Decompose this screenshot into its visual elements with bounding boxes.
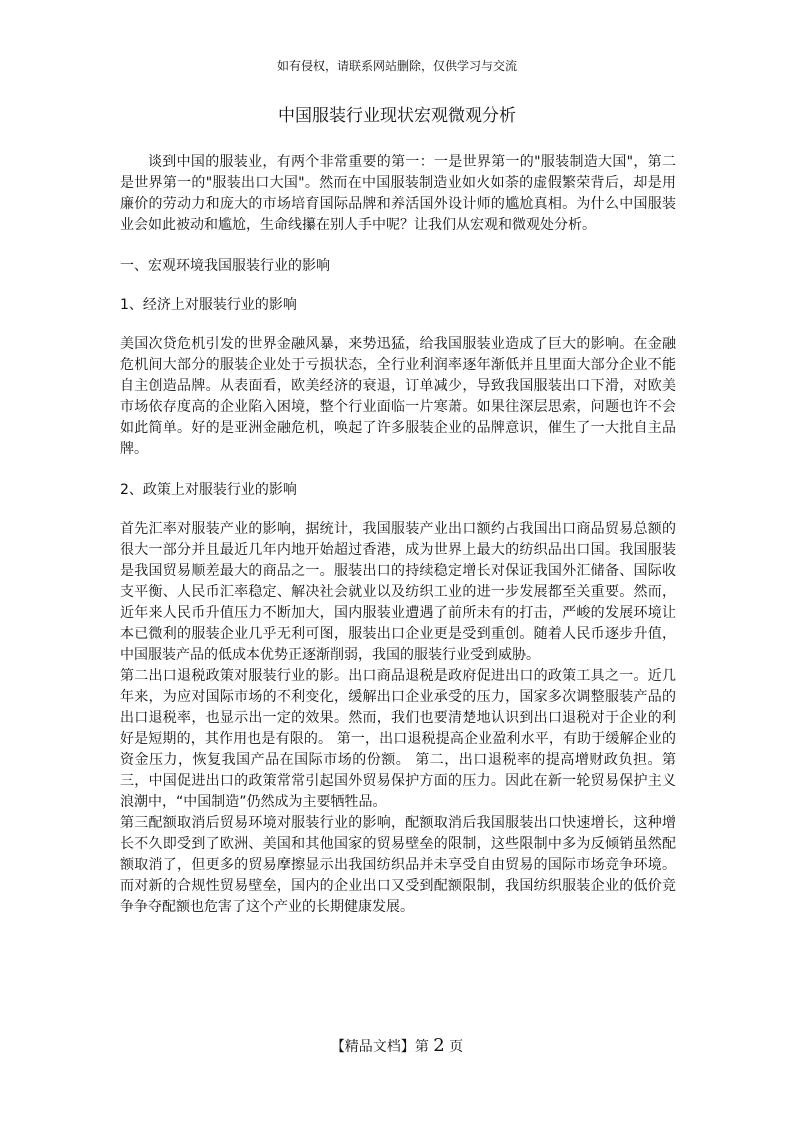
- document-title: 中国服装行业现状宏观微观分析: [278, 106, 516, 126]
- footer-tag: 【精品文档】: [330, 1039, 415, 1055]
- section-heading-macro: 一、宏观环境我国服装行业的影响: [120, 258, 330, 274]
- page-header-notice: 如有侵权，请联系网站删除，仅供学习与交流: [276, 59, 517, 73]
- document-body: [120, 152, 676, 918]
- page-number: 2: [433, 1035, 445, 1056]
- footer-page-suffix: 页: [449, 1039, 464, 1055]
- subsection-heading-policy: 2、政策上对服装行业的影响: [120, 482, 297, 498]
- footer-page-prefix: 第: [414, 1039, 429, 1055]
- economy-paragraph: 美国次贷危机引发的世界金融风暴，来势迅猛，给我国服装业造成了巨大的影响。在金融危机间大部分的服装企业处于亏损状态，全行业利润率逐年渐低并且里面大部分企业不能自主创造品牌。从表面看，欧美经济的衰退，订单减少，导致我国服装出口下滑，对欧美市场依存度高的企业陷入困境，整个行业面临一片寒萧。如果往深层思索，问题也许不会如此简单。好的是亚洲金融危机，唤起了许多服装企业的品牌意识，催生了一大批自主品牌。: [120, 336, 676, 457]
- exchange-rate-paragraph: 首先汇率对服装产业的影响，据统计，我国服装产业出口额约占我国出口商品贸易总额的很大一部分并且最近几年内地开始超过香港，成为世界上最大的纺织品出口国。我国服装是我国贸易顺差最大的商品之一。服装出口的持续稳定增长对保证我国外汇储备、国际收支平衡、人民币汇率稳定、解决社会就业以及纺织工业的进一步发展都至关重要。然而，近年来人民币升值压力不断加大，国内服装业遭遇了前所未有的打击，严峻的发展环境让本已微利的服装企业几乎无利可图，服装出口企业更是受到重创。随着人民币逐步升值，中国服装产品的低成本优势正逐渐削弱，我国的服装行业受到威胁。: [120, 521, 676, 663]
- intro-paragraph: 谈到中国的服装业，有两个非常重要的第一：一是世界第一的"服装制造大国"，第二是世界第一的"服装出口大国"。然而在中国服装制造业如火如荼的虚假繁荣背后，却是用廉价的劳动力和庞大的市场培育国际品牌和养活国外设计师的尴尬真相。为什么中国服装业会如此被动和尴尬，生命线攥在别人手中呢？让我们从宏观和微观处分析。: [120, 154, 676, 233]
- quota-paragraph: 第三配额取消后贸易环境对服装行业的影响，配额取消后我国服装出口快速增长，这种增长不久即受到了欧洲、美国和其他国家的贸易壁垒的限制，这些限制中多为反倾销虽然配额取消了，但更多的贸易摩擦显示出我国纺织品并未享受自由贸易的国际市场竞争环境。而对新的合规性贸易壁垒，国内的企业出口又受到配额限制，我国纺织服装企业的低价竞争争夺配额也危害了这个产业的长期健康发展。: [120, 815, 676, 915]
- page-footer: [0, 1035, 794, 1058]
- export-rebate-paragraph: 第二出口退税政策对服装行业的影。出口商品退税是政府促进出口的政策工具之一。近几年来，为应对国际市场的不利变化，缓解出口企业承受的压力，国家多次调整服装产品的出口退税率，也显示出一定的效果。然而，我们也要清楚地认识到出口退税对于企业的利好是短期的，其作用也是有限的。 第一，出口退税提高企业盈利水平，有助于缓解企业的资金压力，恢复我国产品在国际市场的份额。 第二，出口退税率的提高增财政负担。第三，中国促进出口的政策常常引起国外贸易保护方面的压力。因此在新一轮贸易保护主义浪潮中，“中国制造”仍然成为主要牺牲品。: [120, 668, 676, 810]
- subsection-heading-economy: 1、经济上对服装行业的影响: [120, 297, 297, 313]
